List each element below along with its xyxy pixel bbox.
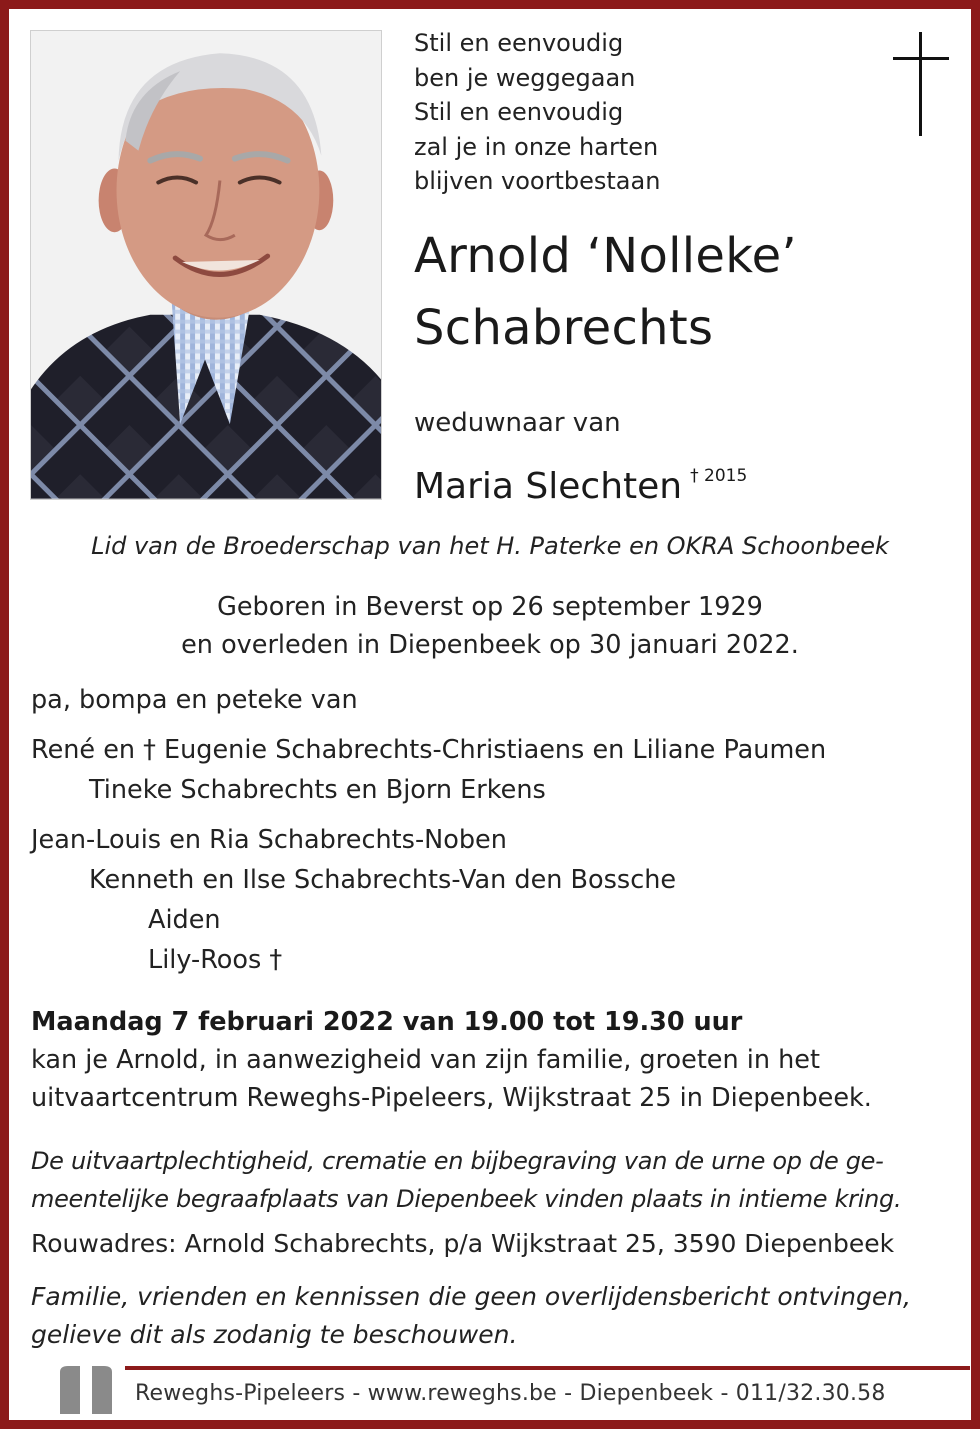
- life-dates: [0, 588, 980, 664]
- family-list: [31, 680, 961, 980]
- poem-line: zal je in onze harten: [414, 132, 659, 161]
- poem-line: ben je weggegaan: [414, 63, 636, 92]
- family-line: Tineke Schabrechts en Bjorn Erkens: [89, 775, 546, 805]
- visitation-date: Maandag 7 februari 2022 van 19.00 tot 19.30 uur: [31, 1007, 743, 1037]
- deceased-name-line2: Schabrechts: [414, 300, 714, 356]
- spouse-death-mark: † 2015: [690, 466, 748, 486]
- ceremony-line: De uitvaartplechtigheid, crematie en bijbegraving van de urne op de ge-: [31, 1147, 884, 1175]
- family-intro: pa, bompa en peteke van: [31, 685, 358, 715]
- notice-line: Familie, vrienden en kennissen die geen overlijdensbericht ontvingen,: [31, 1282, 911, 1311]
- cross-icon: [893, 32, 949, 136]
- poem-line: Stil en eenvoudig: [414, 98, 624, 126]
- family-line: Lily-Roos †: [148, 945, 283, 975]
- funeral-home-logo-icon: [56, 1358, 116, 1418]
- death-line: en overleden in Diepenbeek op 30 januari 2022.: [181, 630, 799, 660]
- deceased-name: [414, 220, 954, 364]
- visitation-info: [31, 1003, 951, 1117]
- visitation-line: uitvaartcentrum Reweghs-Pipeleers, Wijkstraat 25 in Diepenbeek.: [31, 1083, 872, 1113]
- poem-line: blijven voortbestaan: [414, 167, 661, 195]
- notice-info: [31, 1278, 951, 1354]
- membership-line: Lid van de Broederschap van het H. Paterke en OKRA Schoonbeek: [91, 532, 889, 560]
- poem-line: Stil en eenvoudig: [414, 29, 624, 57]
- portrait-photo: [30, 30, 382, 500]
- family-line: Aiden: [148, 905, 221, 935]
- spouse-relation: weduwnaar van: [414, 408, 621, 438]
- poem: [414, 26, 854, 199]
- family-line: Kenneth en Ilse Schabrechts-Van den Bossche: [89, 865, 677, 895]
- notice-line: gelieve dit als zodanig te beschouwen.: [31, 1320, 518, 1349]
- deceased-name-line1: Arnold ‘Nolleke’: [414, 228, 797, 284]
- mourning-address: Rouwadres: Arnold Schabrechts, p/a Wijkstraat 25, 3590 Diepenbeek: [31, 1229, 895, 1258]
- family-line: René en † Eugenie Schabrechts-Christiaens en Liliane Paumen: [31, 735, 827, 765]
- footer-divider: [125, 1366, 970, 1370]
- footer-contact: Reweghs-Pipeleers - www.reweghs.be - Diepenbeek - 011/32.30.58: [135, 1381, 886, 1406]
- visitation-line: kan je Arnold, in aanwezigheid van zijn familie, groeten in het: [31, 1045, 820, 1075]
- family-line: Jean-Louis en Ria Schabrechts-Noben: [31, 825, 507, 855]
- spouse-name: Maria Slechten: [414, 466, 683, 507]
- birth-line: Geboren in Beverst op 26 september 1929: [217, 592, 763, 622]
- spouse-name-block: [414, 452, 747, 511]
- ceremony-line: meentelijke begraafplaats van Diepenbeek vinden plaats in intieme kring.: [31, 1185, 902, 1213]
- ceremony-info: [31, 1142, 951, 1218]
